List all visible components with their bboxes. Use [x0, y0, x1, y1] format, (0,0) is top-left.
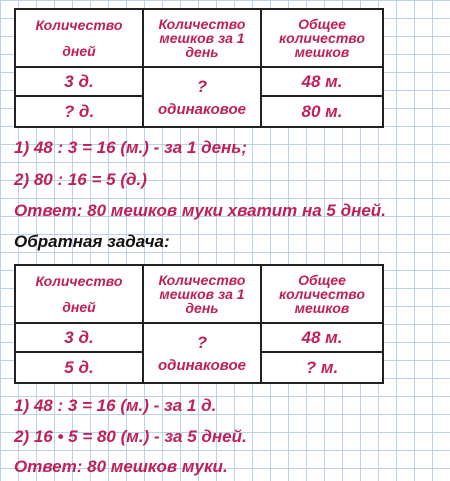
header-per-day: Количество мешков за 1 день — [144, 266, 262, 322]
table-2 — [14, 264, 384, 384]
solution-1-step-1: 1) 48 : 3 = 16 (м.) - за 1 день; — [14, 138, 248, 157]
days-column — [16, 68, 144, 126]
days-cell-2: ? д. — [63, 102, 95, 121]
total-cell-2: ? м. — [305, 358, 339, 377]
header-days-line1: Количество — [35, 17, 123, 33]
header-per-day: Количество мешков за 1 день — [144, 10, 262, 66]
per-day-same: одинаковое — [158, 100, 246, 118]
table-1-body — [16, 68, 382, 126]
table-2-header-row — [16, 266, 382, 324]
per-day-cell — [144, 68, 262, 126]
days-cell-2: 5 д. — [64, 358, 94, 377]
total-cell-1: 48 м. — [262, 68, 382, 97]
table-2-body — [16, 324, 382, 382]
total-column — [262, 324, 382, 382]
solution-2-step-1: 1) 48 : 3 = 16 (м.) - за 1 д. — [14, 396, 217, 415]
reverse-problem-title: Обратная задача: — [14, 232, 170, 251]
total-column — [262, 68, 382, 126]
solution-1-step-2: 2) 80 : 16 = 5 (д.) — [14, 170, 147, 189]
header-total: Общее количество мешков — [279, 272, 365, 316]
total-cell-2: 80 м. — [301, 102, 343, 121]
per-day-same: одинаковое — [158, 356, 246, 374]
table-1 — [14, 8, 384, 128]
total-cell-1: 48 м. — [262, 324, 382, 353]
header-total: Общее количество мешков — [279, 16, 365, 60]
header-days-line2: дней — [62, 299, 96, 315]
header-days — [16, 10, 144, 66]
per-day-question: ? — [196, 76, 208, 96]
days-cell-1: 3 д. — [16, 68, 142, 97]
days-cell-1: 3 д. — [16, 324, 142, 353]
per-day-question: ? — [196, 332, 208, 352]
table-1-header-row — [16, 10, 382, 68]
per-day-cell — [144, 324, 262, 382]
header-days — [16, 266, 144, 322]
solution-2-step-2: 2) 16 • 5 = 80 (м.) - за 5 дней. — [14, 427, 247, 446]
solution-1-answer: Ответ: 80 мешков муки хватит на 5 дней. — [14, 201, 386, 220]
solution-2-answer: Ответ: 80 мешков муки. — [14, 457, 228, 476]
days-column — [16, 324, 144, 382]
header-days-line1: Количество — [35, 273, 123, 289]
header-days-line2: дней — [62, 43, 96, 59]
